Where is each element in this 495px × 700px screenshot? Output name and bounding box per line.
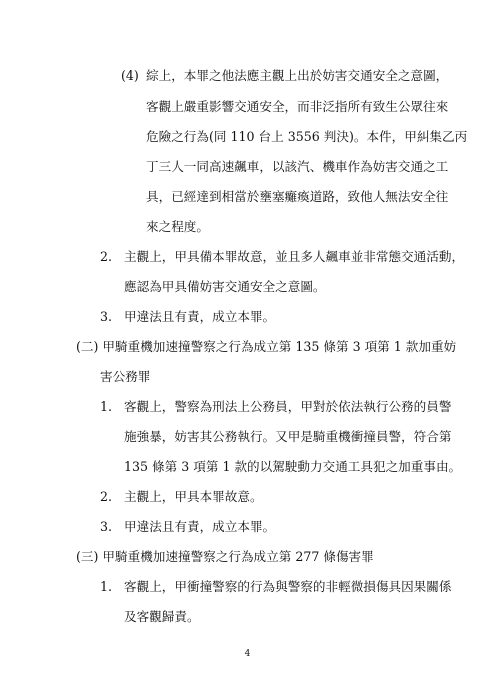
section-heading: (三) 甲騎重機加速撞警察之行為成立第 277 條傷害罪 <box>76 549 374 564</box>
paragraph-line: 施強暴，妨害其公務執行。又甲是騎重機衝撞員警，符合第 <box>124 429 452 444</box>
section-heading: 害公務罪 <box>100 369 151 384</box>
paragraph-line: 及客觀歸責。 <box>124 609 200 624</box>
paragraph-line: 客觀上，甲衝撞警察的行為與警察的非輕微損傷具因果關係 <box>124 579 452 594</box>
paragraph-line: 來之程度。 <box>146 219 209 234</box>
paragraph-line: 135 條第 3 項第 1 款的以駕駛動力交通工具犯之加重事由。 <box>124 459 462 474</box>
page-number: 4 <box>244 649 251 659</box>
paragraph-line: 丁三人一同高速飆車，以該汽、機車作為妨害交通之工 <box>146 159 449 174</box>
paragraph-line: 客觀上，警察為刑法上公務員，甲對於依法執行公務的員警 <box>124 399 452 414</box>
section-heading: (二) 甲騎重機加速撞警察之行為成立第 135 條第 3 項第 1 款加重妨 <box>76 339 457 354</box>
paragraph-line: 危險之行為(同 110 台上 3556 判決)。本件，甲糾集乙丙 <box>146 129 468 144</box>
list-marker: 1. <box>100 399 113 414</box>
paragraph-line: 應認為甲具備妨害交通安全之意圖。 <box>124 279 326 294</box>
list-marker: (4) <box>121 68 139 83</box>
list-marker: 3. <box>100 309 113 324</box>
paragraph-line: 主觀上，甲具本罪故意。 <box>124 489 263 504</box>
paragraph-line: 客觀上嚴重影響交通安全，而非泛指所有致生公眾往來 <box>146 99 449 114</box>
paragraph-line: 甲違法且有責，成立本罪。 <box>124 309 276 324</box>
paragraph-line: 主觀上，甲具備本罪故意，並且多人飆車並非常態交通活動， <box>124 249 465 264</box>
paragraph-line: 綜上，本罪之他法應主觀上出於妨害交通安全之意圖， <box>146 68 449 83</box>
list-marker: 2. <box>100 489 113 504</box>
paragraph-line: 甲違法且有責，成立本罪。 <box>124 519 276 534</box>
list-marker: 2. <box>100 249 113 264</box>
list-marker: 1. <box>100 579 113 594</box>
paragraph-line: 具，已經達到相當於壅塞癱瘓道路，致他人無法安全往 <box>146 189 449 204</box>
list-marker: 3. <box>100 519 113 534</box>
